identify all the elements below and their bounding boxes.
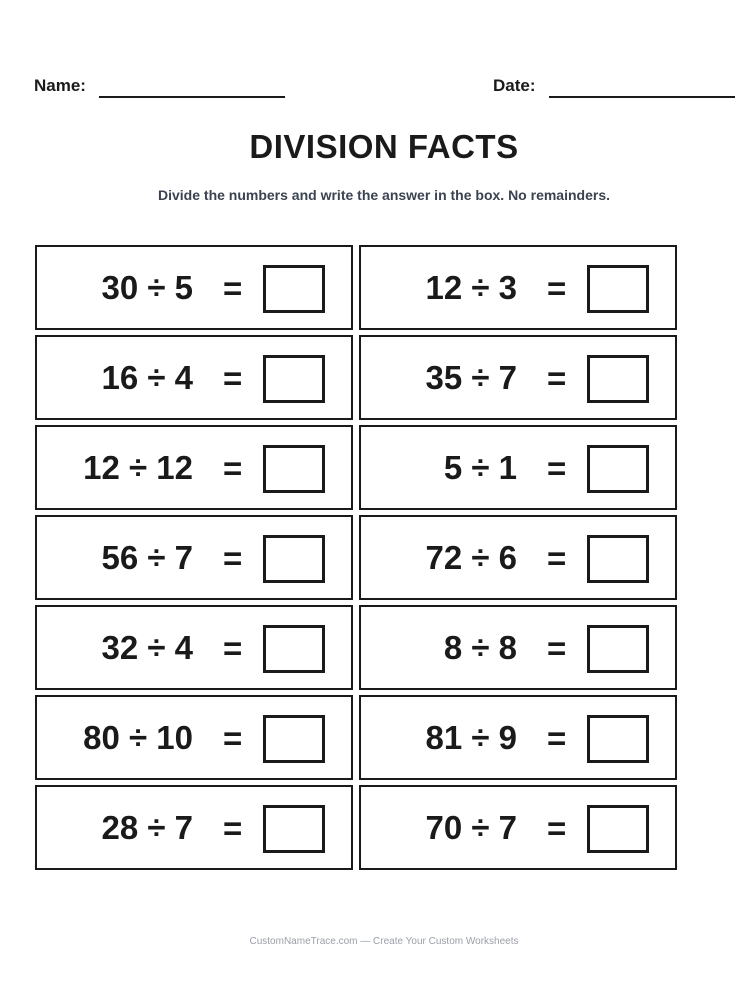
problem-cell bbox=[359, 515, 677, 600]
date-line[interactable] bbox=[549, 80, 735, 98]
worksheet-header bbox=[34, 74, 736, 98]
problem-text: 28 ÷ 7 bbox=[101, 809, 193, 846]
problem-cell bbox=[35, 515, 353, 600]
equals-sign: = bbox=[223, 450, 243, 487]
equals-sign: = bbox=[223, 540, 243, 577]
problem-text: 30 ÷ 5 bbox=[101, 269, 193, 306]
problem-text: 12 ÷ 12 bbox=[83, 449, 193, 486]
answer-box[interactable] bbox=[263, 805, 325, 853]
footer-credit: CustomNameTrace.com — Create Your Custom Worksheets bbox=[249, 936, 519, 947]
equals-sign: = bbox=[547, 540, 567, 577]
problem-cell bbox=[359, 245, 677, 330]
equals-sign: = bbox=[547, 630, 567, 667]
answer-box[interactable] bbox=[587, 805, 649, 853]
answer-box[interactable] bbox=[587, 265, 649, 313]
equals-sign: = bbox=[223, 270, 243, 307]
answer-box[interactable] bbox=[263, 355, 325, 403]
problem-cell bbox=[35, 335, 353, 420]
equals-sign: = bbox=[223, 360, 243, 397]
equals-sign: = bbox=[547, 360, 567, 397]
answer-box[interactable] bbox=[263, 715, 325, 763]
worksheet-title: DIVISION FACTS bbox=[249, 128, 519, 165]
problem-cell bbox=[359, 785, 677, 870]
problem-cell bbox=[359, 425, 677, 510]
problem-text: 80 ÷ 10 bbox=[83, 719, 193, 756]
problem-cell bbox=[359, 695, 677, 780]
equals-sign: = bbox=[223, 630, 243, 667]
problem-text: 35 ÷ 7 bbox=[425, 359, 517, 396]
answer-box[interactable] bbox=[263, 445, 325, 493]
problem-text: 70 ÷ 7 bbox=[425, 809, 517, 846]
equals-sign: = bbox=[547, 810, 567, 847]
date-label: Date: bbox=[493, 76, 536, 95]
problem-text: 72 ÷ 6 bbox=[425, 539, 517, 576]
name-label: Name: bbox=[34, 76, 86, 95]
answer-box[interactable] bbox=[263, 265, 325, 313]
problem-cell bbox=[35, 785, 353, 870]
worksheet-instructions: Divide the numbers and write the answer in the box. No remainders. bbox=[158, 187, 610, 203]
date-field bbox=[493, 74, 735, 98]
problem-cell bbox=[35, 425, 353, 510]
answer-box[interactable] bbox=[263, 625, 325, 673]
problem-text: 81 ÷ 9 bbox=[425, 719, 517, 756]
problem-cell bbox=[35, 605, 353, 690]
problem-cell bbox=[35, 695, 353, 780]
answer-box[interactable] bbox=[587, 715, 649, 763]
problem-text: 56 ÷ 7 bbox=[101, 539, 193, 576]
answer-box[interactable] bbox=[587, 355, 649, 403]
answer-box[interactable] bbox=[587, 445, 649, 493]
name-line[interactable] bbox=[99, 80, 285, 98]
problem-text: 8 ÷ 8 bbox=[443, 629, 517, 666]
problem-text: 12 ÷ 3 bbox=[425, 269, 517, 306]
answer-box[interactable] bbox=[587, 535, 649, 583]
problem-text: 32 ÷ 4 bbox=[101, 629, 193, 666]
answer-box[interactable] bbox=[587, 625, 649, 673]
name-field bbox=[34, 74, 285, 98]
answer-box[interactable] bbox=[263, 535, 325, 583]
problem-cell bbox=[35, 245, 353, 330]
problem-text: 5 ÷ 1 bbox=[443, 449, 517, 486]
problem-text: 16 ÷ 4 bbox=[101, 359, 193, 396]
equals-sign: = bbox=[223, 810, 243, 847]
equals-sign: = bbox=[547, 270, 567, 307]
problem-cell bbox=[359, 605, 677, 690]
problem-cell bbox=[359, 335, 677, 420]
equals-sign: = bbox=[547, 720, 567, 757]
equals-sign: = bbox=[547, 450, 567, 487]
equals-sign: = bbox=[223, 720, 243, 757]
